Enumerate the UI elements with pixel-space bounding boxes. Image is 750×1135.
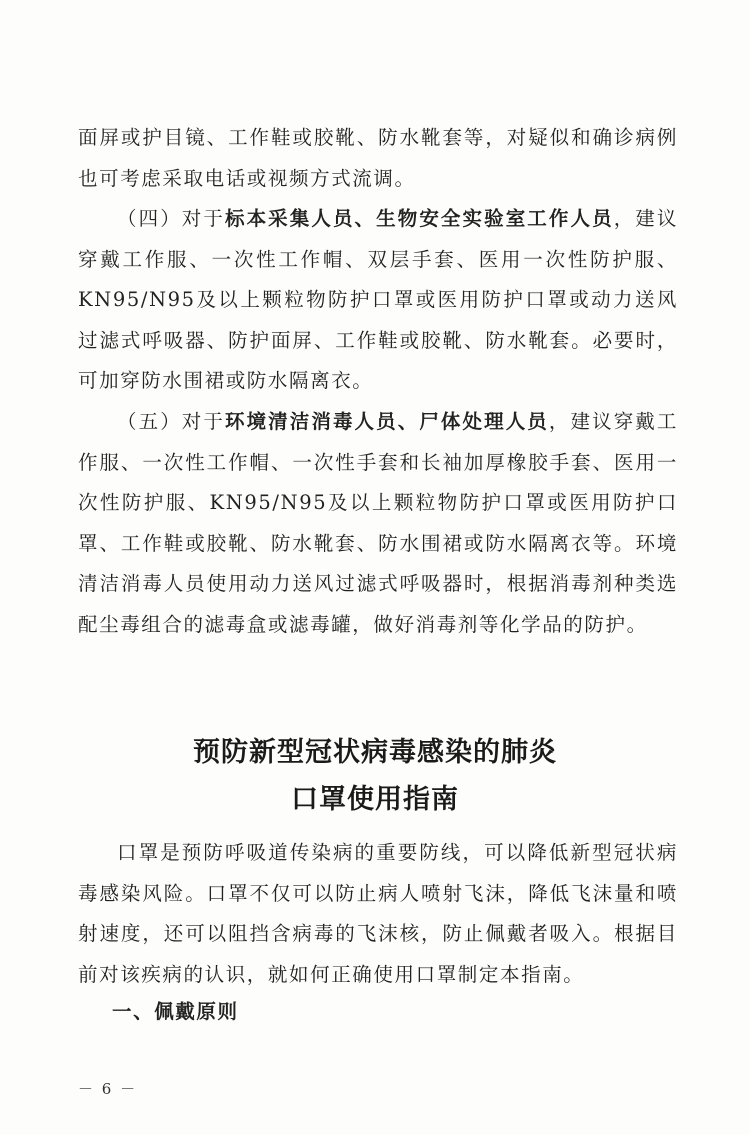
item5-bold-subject: 环境清洁消毒人员、尸体处理人员	[224, 410, 549, 433]
item4-bold-subject: 标本采集人员、生物安全实验室工作人员	[224, 207, 614, 230]
intro-paragraph: 口罩是预防呼吸道传染病的重要防线，可以降低新型冠状病毒感染风险。口罩不仅可以防止病人喷射飞沫，降低飞沫量和喷射速度，还可以阻挡含病毒的飞沫核，防止佩戴者吸入。根据目前对该疾病的认识，就如何正确使用口罩制定本指南。	[78, 841, 678, 986]
title-line-1: 预防新型冠状病毒感染的肺炎	[193, 737, 557, 768]
paragraph-item-4	[78, 199, 678, 402]
item5-prefix: （五）对于	[117, 410, 225, 433]
paragraph-item-5	[78, 402, 678, 645]
item5-body: ，建议穿戴工作服、一次性工作帽、一次性手套和长袖加厚橡胶手套、医用一次性防护服、KN95/N95及以上颗粒物防护口罩或医用防护口罩、工作鞋或胶靴、防水靴套、防水围裙或防水隔离衣等。环境清洁消毒人员使用动力送风过滤式呼吸器时，根据消毒剂种类选配尘毒组合的滤毒盒或滤毒罐，做好消毒剂等化学品的防护。	[78, 410, 678, 636]
section-heading-1: 一、佩戴原则	[112, 1000, 239, 1023]
page-number: － 6 －	[78, 1080, 138, 1098]
item4-body: ，建议穿戴工作服、一次性工作帽、双层手套、医用一次性防护服、KN95/N95及以上颗粒物防护口罩或医用防护口罩或动力送风过滤式呼吸器、防护面屏、工作鞋或胶靴、防水靴套。必要时，可加穿防水围裙或防水隔离衣。	[78, 207, 678, 392]
continued-paragraph: 面屏或护目镜、工作鞋或胶靴、防水靴套等，对疑似和确诊病例也可考虑采取电话或视频方式流调。	[78, 126, 678, 190]
item4-prefix: （四）对于	[117, 207, 225, 230]
title-line-2: 口罩使用指南	[291, 784, 459, 815]
